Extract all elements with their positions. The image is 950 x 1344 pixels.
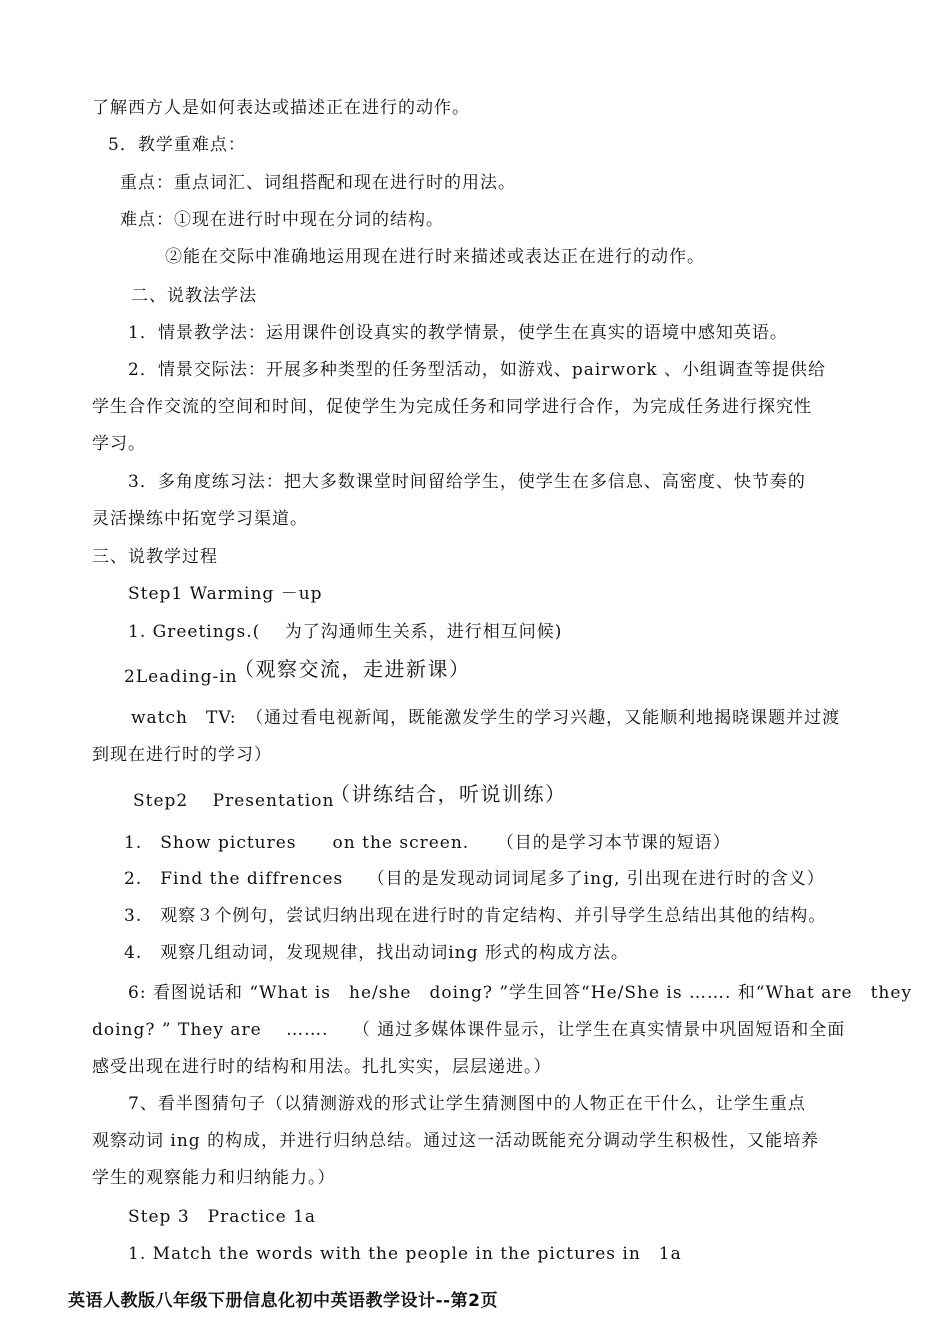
- body-line: 4. 观察几组动词，发现规律，找出动词ing 形式的构成方法。: [124, 943, 629, 963]
- section-heading: 三、说教学过程: [92, 547, 218, 567]
- step-heading: Step2 Presentation: [133, 791, 335, 811]
- body-line: 6: 看图说话和 “What is he/she doing? ”学生回答“He/She is ……. 和“What are they: [128, 983, 913, 1003]
- body-line: 3. 观察３个例句，尝试归纳出现在进行时的肯定结构、并引导学生总结出其他的结构。: [124, 906, 827, 926]
- body-line: 到现在进行时的学习）: [92, 745, 272, 765]
- page-footer: 英语人教版八年级下册信息化初中英语教学设计--第2页: [68, 1291, 498, 1311]
- body-line: 1. Show pictures on the screen. （目的是学习本节课的短语）: [124, 833, 731, 853]
- body-line: 3．多角度练习法：把大多数课堂时间留给学生，使学生在多信息、高密度、快节奏的: [128, 472, 806, 492]
- body-line: 重点：重点词汇、词组搭配和现在进行时的用法。: [120, 173, 516, 193]
- step-heading: Step 3 Practice 1a: [128, 1207, 317, 1227]
- step-note: （讲练结合，听说训练）: [330, 782, 567, 806]
- body-line: 观察动词 ing 的构成，并进行归纳总结。通过这一活动既能充分调动学生积极性，又能培养: [92, 1131, 820, 1151]
- step-heading: 2Leading-in: [124, 667, 238, 687]
- body-line: 2. Find the diffrences （目的是发现动词词尾多了ing, 引出现在进行时的含义）: [124, 869, 825, 889]
- body-line: 学生的观察能力和归纳能力。）: [92, 1168, 336, 1188]
- body-line: 2．情景交际法：开展多种类型的任务型活动，如游戏、pairwork 、小组调查等提供给: [128, 360, 827, 380]
- body-line: doing? ” They are ……. （ 通过多媒体课件显示，让学生在真实情景中巩固短语和全面: [92, 1020, 846, 1040]
- step-heading: Step1 Warming －up: [128, 584, 323, 604]
- section-heading: 二、说教法学法: [131, 286, 257, 306]
- step-note: （观察交流，走进新课）: [234, 657, 471, 681]
- body-line: 学生合作交流的空间和时间，促使学生为完成任务和同学进行合作，为完成任务进行探究性: [92, 397, 812, 417]
- body-line: ②能在交际中准确地运用现在进行时来描述或表达正在进行的动作。: [165, 247, 705, 267]
- body-line: 了解西方人是如何表达或描述正在进行的动作。: [92, 98, 470, 118]
- section-heading: 5．教学重难点：: [108, 135, 246, 155]
- body-line: 感受出现在进行时的结构和用法。扎扎实实，层层递进。）: [92, 1057, 552, 1077]
- body-line: 1. Greetings.( 为了沟通师生关系，进行相互问候): [128, 622, 563, 642]
- body-line: watch TV: （通过看电视新闻，既能激发学生的学习兴趣，又能顺利地揭晓课题并过渡: [131, 708, 841, 728]
- body-line: 1. Match the words with the people in the pictures in 1a: [128, 1244, 682, 1264]
- body-line: 学习。: [92, 434, 146, 454]
- body-line: 难点：①现在进行时中现在分词的结构。: [120, 210, 444, 230]
- body-line: 7、看半图猜句子（以猜测游戏的形式让学生猜测图中的人物正在干什么，让学生重点: [128, 1094, 806, 1114]
- body-line: 灵活操练中拓宽学习渠道。: [92, 509, 308, 529]
- body-line: 1．情景教学法：运用课件创设真实的教学情景，使学生在真实的语境中感知英语。: [128, 323, 788, 343]
